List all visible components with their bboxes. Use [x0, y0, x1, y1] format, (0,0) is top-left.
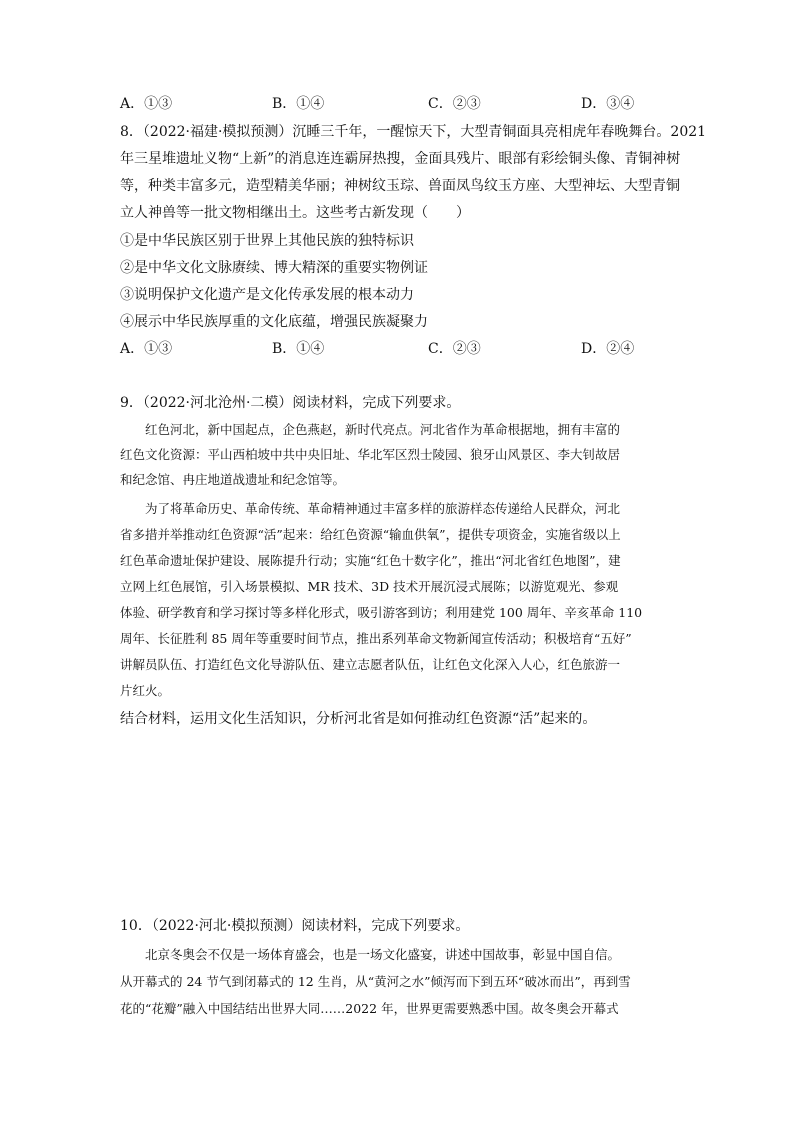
- q8-statement-1: ①是中华民族区别于世界上其他民族的独特标识: [120, 233, 414, 249]
- q9-material-line-7: 立网上红色展馆，引入场景模拟、MR 技术、3D 技术开展沉浸式展陈；以游览观光、参观: [120, 579, 619, 594]
- q9-material-line-4: 为了将革命历史、革命传统、革命精神通过丰富多样的旅游样态传递给人民群众，河北: [120, 501, 621, 516]
- q9-material-line-3: 和纪念馆、冉庄地道战遗址和纪念馆等。: [120, 472, 346, 487]
- q8-statement-3: ③说明保护文化遗产是文化传承发展的根本动力: [120, 287, 414, 303]
- q8-stem-line-2: 年三星堆遗址义物“上新”的消息连连霸屏热搜，金面具残片、眼部有彩绘铜头像、青铜神树: [120, 151, 681, 167]
- q9-header: 9．（2022·河北沧州·二模）阅读材料，完成下列要求。: [120, 395, 461, 411]
- q8-stem-line-1: 8．（2022·福建·模拟预测）沉睡三千年，一醒惊天下，大型青铜面具亮相虎年春晚舞台。2021: [120, 124, 707, 140]
- q9-material-line-2: 红色文化资源：平山西柏坡中共中央旧址、华北军区烈士陵园、狼牙山风景区、李大钊故居: [120, 447, 621, 462]
- q8-option-b: B．①④: [272, 341, 325, 357]
- q9-material-line-8: 体验、研学教育和学习探讨等多样化形式，吸引游客到访；利用建党 100 周年、辛亥革命 110: [120, 605, 643, 620]
- q7-option-c: C．②③: [428, 96, 481, 112]
- q10-material-line-2: 从开幕式的 24 节气到闭幕式的 12 生肖，从“黄河之水”倾泻而下到五环“破冰而出”，再到雪: [120, 974, 631, 989]
- q8-stem-line-3: 等，种类丰富多元，造型精美华丽；神树纹玉琮、兽面凤鸟纹玉方座、大型神坛、大型青铜: [120, 178, 680, 194]
- q9-material-line-6: 红色革命遗址保护建设、展陈提升行动；实施“红色十数字化”，推出“河北省红色地图”，建: [120, 553, 621, 568]
- q8-stem-line-4: 立人神兽等一批文物相继出土。这些考古新发现（ ）: [120, 205, 470, 221]
- q8-option-d: D．②④: [581, 341, 635, 357]
- q9-material-line-9: 周年、长征胜利 85 周年等重要时间节点，推出系列革命文物新闻宣传活动；积极培育“五好”: [120, 631, 632, 646]
- q7-option-d: D．③④: [581, 96, 635, 112]
- q10-material-line-3: 花的“花瓣”融入中国结结出世界大同……2022 年，世界更需要熟悉中国。故冬奥会开幕式: [120, 1001, 619, 1016]
- q9-material-line-10: 讲解员队伍、打造红色文化导游队伍、建立志愿者队伍，让红色文化深入人心，红色旅游一: [120, 657, 621, 672]
- q8-statement-4: ④展示中华民族厚重的文化底蕴，增强民族凝聚力: [120, 314, 428, 330]
- q7-option-a: A．①③: [120, 96, 173, 112]
- q10-material-line-1: 北京冬奥会不仅是一场体育盛会，也是一场文化盛宴，讲述中国故事，彰显中国自信。: [120, 947, 621, 962]
- q9-material-line-11: 片红火。: [120, 683, 171, 698]
- q7-option-b: B．①④: [272, 96, 325, 112]
- q10-header: 10．（2022·河北·模拟预测）阅读材料，完成下列要求。: [120, 918, 470, 934]
- q9-material-line-1: 红色河北，新中国起点，企色燕赵，新时代亮点。河北省作为革命根据地，拥有丰富的: [120, 422, 621, 437]
- q9-material-line-5: 省多措并举推动红色资源“活”起来：给红色资源“输血供氧”，提供专项资金，实施省级以上: [120, 527, 621, 542]
- q9-question: 结合材料，运用文化生活知识，分析河北省是如何推动红色资源“活”起来的。: [120, 711, 597, 727]
- q8-option-c: C．②③: [428, 341, 481, 357]
- q8-option-a: A．①③: [120, 341, 173, 357]
- q8-statement-2: ②是中华文化文脉赓续、博大精深的重要实物例证: [120, 260, 428, 276]
